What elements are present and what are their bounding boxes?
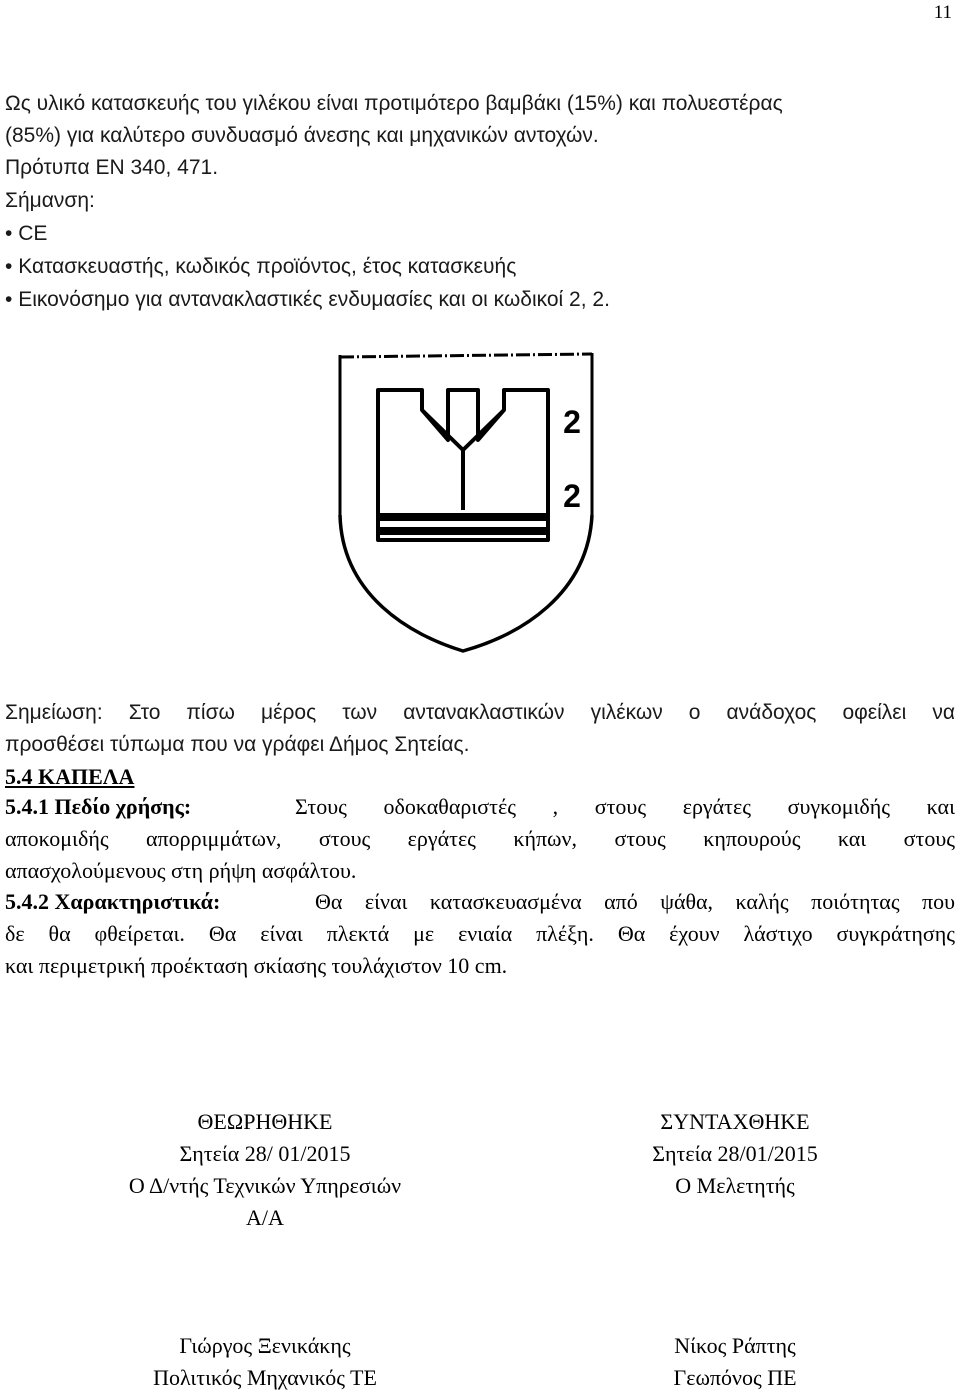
usage-text-1: Στους οδοκαθαριστές , στους εργάτες συγκομιδής και (295, 794, 955, 819)
right-status: ΣΥΝΤΑΧΘΗΚΕ (660, 1109, 810, 1134)
marking-bullet-pictogram: • Εικονόσημο για αντανακλαστικές ενδυμασίες και οι κωδικοί 2, 2. (5, 284, 610, 316)
material-line-2: (85%) για καλύτερο συνδυασμό άνεσης και μηχανικών αντοχών. (5, 124, 599, 147)
note-line-1: Σημείωση: Στο πίσω μέρος των αντανακλαστικών γιλέκων ο ανάδοχος οφείλει να (5, 701, 955, 724)
reflective-vest-shield-icon (320, 345, 610, 657)
material-line-1: Ως υλικό κατασκευής του γιλέκου είναι προτιμότερο βαμβάκι (15%) και πολυεστέρας (5, 92, 783, 115)
left-role: Ο Δ/ντής Τεχνικών Υπηρεσιών (128, 1173, 402, 1198)
usage-label: 5.4.1 Πεδίο χρήσης: (5, 794, 192, 819)
features-line-2: δε θα φθείρεται. Θα είναι πλεκτά με ενιαία πλέξη. Θα έχουν λάστιχο συγκράτησης (5, 921, 955, 946)
left-date: Σητεία 28/ 01/2015 (179, 1141, 351, 1166)
vest-class-top: 2 (563, 404, 581, 440)
usage-line-1 (5, 791, 955, 823)
left-role-sub: Α/Α (246, 1205, 284, 1230)
marking-bullet-ce: • CE (5, 218, 47, 250)
vest-class-bottom: 2 (563, 478, 581, 514)
usage-line-3: απασχολούμενους στη ρήψη ασφάλτου. (5, 858, 357, 883)
standards-line: Πρότυπα EN 340, 471. (5, 156, 219, 179)
usage-line-2: αποκομιδής απορριμμάτων, στους εργάτες κήπων, στους κηπουρούς και στους (5, 826, 955, 851)
marking-bullet-manufacturer: • Κατασκευαστής, κωδικός προϊόντος, έτος κατασκευής (5, 251, 516, 283)
right-role: Ο Μελετητής (675, 1173, 795, 1198)
right-signature-block (590, 1106, 880, 1202)
left-status: ΘΕΩΡΗΘΗΚΕ (197, 1109, 333, 1134)
note-line-2: προσθέσει τύπωμα που να γράφει Δήμος Σητείας. (5, 733, 470, 756)
left-title: Πολιτικός Μηχανικός ΤΕ (153, 1365, 377, 1390)
right-date: Σητεία 28/01/2015 (652, 1141, 818, 1166)
section-heading: 5.4 ΚΑΠΕΛΑ (5, 764, 135, 789)
features-line-3: και περιμετρική προέκταση σκίασης τουλάχιστον 10 cm. (5, 953, 508, 978)
features-line-1 (5, 886, 955, 918)
features-text-1: Θα είναι κατασκευασμένα από ψάθα, καλής ποιότητας που (315, 889, 955, 914)
left-name: Γιώργος Ξενικάκης (179, 1333, 351, 1358)
right-name: Νίκος Ράπτης (674, 1333, 796, 1358)
page-number: 11 (933, 2, 952, 23)
right-signatory (590, 1330, 880, 1394)
left-signatory (80, 1330, 450, 1394)
features-label: 5.4.2 Χαρακτηριστικά: (5, 889, 221, 914)
marking-label: Σήμανση: (5, 189, 95, 212)
left-signature-block (80, 1106, 450, 1234)
right-title: Γεωπόνος ΠΕ (673, 1365, 797, 1390)
